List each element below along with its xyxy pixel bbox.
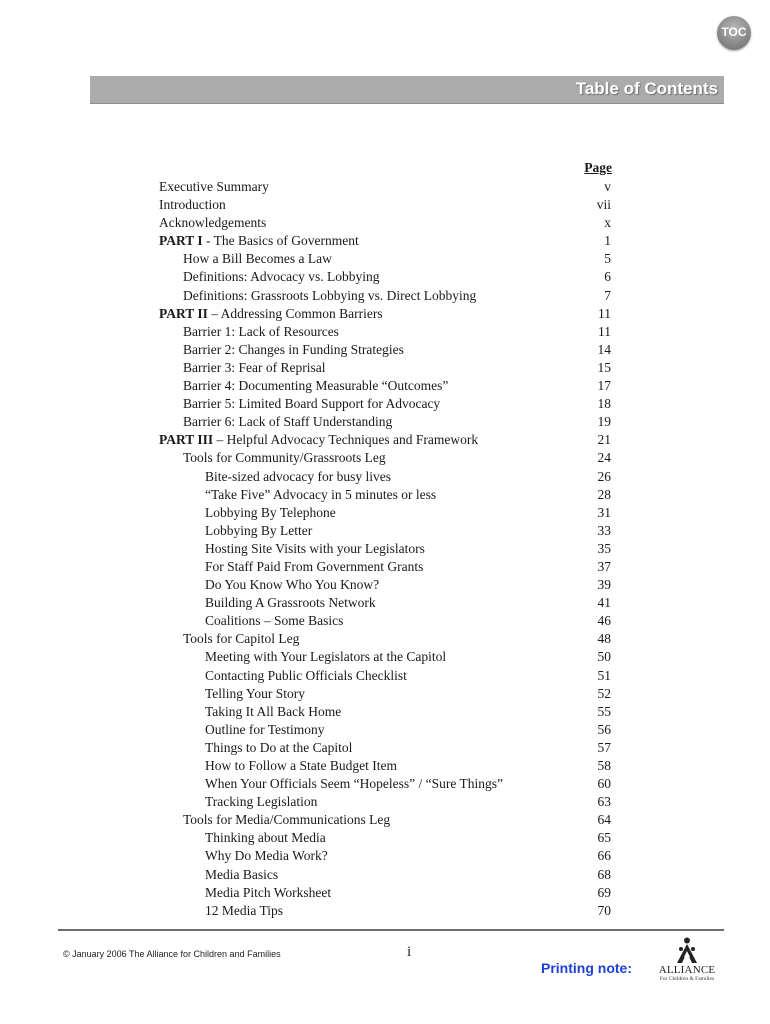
toc-entry-page: 11: [598, 305, 611, 321]
toc-entry[interactable]: [0, 268, 770, 286]
toc-entry[interactable]: [0, 359, 770, 377]
toc-entry-page: 66: [597, 848, 611, 864]
toc-entry-title: [159, 232, 359, 250]
toc-entry[interactable]: [0, 739, 770, 757]
toc-entry-text: “Take Five” Advocacy in 5 minutes or less: [205, 486, 437, 502]
toc-entry-title: [183, 341, 404, 359]
toc-entry-page: 11: [598, 323, 611, 339]
toc-entry-title: [205, 775, 503, 793]
toc-entry-text: Why Do Media Work?: [205, 848, 328, 864]
toc-entry-page: 65: [597, 830, 611, 846]
toc-entry-title: [205, 847, 328, 865]
toc-entry[interactable]: [0, 214, 770, 232]
toc-entry-page: 6: [604, 269, 611, 285]
toc-entry-page: 33: [597, 522, 611, 538]
printing-note-link[interactable]: Printing note:: [541, 960, 632, 976]
toc-entry-page: 7: [604, 287, 611, 303]
toc-entry-text: Acknowledgements: [159, 215, 267, 231]
alliance-logo: [656, 937, 718, 987]
toc-entry[interactable]: [0, 287, 770, 305]
toc-entry-text: Telling Your Story: [205, 685, 305, 701]
toc-entry-page: 70: [597, 902, 611, 918]
toc-entry[interactable]: [0, 884, 770, 902]
toc-entry-page: 55: [597, 703, 611, 719]
toc-entry-text: Do You Know Who You Know?: [205, 577, 380, 593]
alliance-logo-icon: [674, 937, 700, 965]
toc-entry-title: [205, 757, 397, 775]
toc-entry[interactable]: [0, 413, 770, 431]
toc-entry[interactable]: [0, 540, 770, 558]
toc-entry-text: Definitions: Advocacy vs. Lobbying: [183, 269, 380, 285]
toc-entry[interactable]: [0, 775, 770, 793]
toc-entry[interactable]: [0, 558, 770, 576]
toc-badge-button[interactable]: [717, 16, 751, 50]
toc-entry[interactable]: [0, 721, 770, 739]
footer-divider: [58, 929, 724, 931]
toc-entry-title: [183, 359, 325, 377]
toc-entry-page: 57: [597, 739, 611, 755]
toc-entry[interactable]: [0, 449, 770, 467]
toc-entry-title: [205, 793, 317, 811]
toc-entry-text: Tools for Community/Grassroots Leg: [183, 450, 386, 466]
toc-entry[interactable]: [0, 685, 770, 703]
toc-entry-title: [183, 287, 476, 305]
toc-entry-title: [183, 811, 390, 829]
toc-entry-page: 35: [597, 540, 611, 556]
toc-entry-text: Bite-sized advocacy for busy lives: [205, 468, 391, 484]
toc-entry-page: 19: [597, 414, 611, 430]
toc-entry[interactable]: [0, 648, 770, 666]
toc-entry-page: 39: [597, 577, 611, 593]
toc-entry-title: [205, 648, 446, 666]
toc-entry-title: [159, 196, 226, 214]
toc-entry-page: 52: [597, 685, 611, 701]
alliance-logo-name: ALLIANCE: [658, 964, 716, 976]
toc-entry-title: [205, 667, 407, 685]
toc-part-label: PART III: [159, 432, 214, 448]
toc-entry-page: 18: [597, 396, 611, 412]
toc-badge-label: TOC: [721, 25, 747, 39]
toc-entry[interactable]: [0, 431, 770, 449]
toc-entry-text: When Your Officials Seem “Hopeless” / “Sure Things”: [205, 776, 503, 792]
toc-entry-text: Introduction: [159, 197, 226, 213]
toc-entry-text: Thinking about Media: [205, 830, 326, 846]
toc-part-label: PART I: [159, 233, 203, 249]
toc-entry[interactable]: [0, 630, 770, 648]
toc-entry-text: Media Pitch Worksheet: [205, 884, 332, 900]
copyright-text: © January 2006 The Alliance for Children and Families: [63, 949, 281, 959]
toc-entry[interactable]: [0, 196, 770, 214]
toc-entry-text: Contacting Public Officials Checklist: [205, 667, 407, 683]
alliance-logo-subtitle: For Children & Families: [659, 976, 715, 982]
toc-part-label: PART II: [159, 305, 208, 321]
toc-entry[interactable]: [0, 522, 770, 540]
toc-entry-title: [205, 829, 326, 847]
toc-entry-text: Barrier 4: Documenting Measurable “Outcomes”: [183, 378, 449, 394]
toc-entry-text: Taking It All Back Home: [205, 703, 342, 719]
toc-entry[interactable]: [0, 866, 770, 884]
toc-entry-page: 64: [597, 812, 611, 828]
toc-entry-page: 24: [597, 450, 611, 466]
toc-entry-text: Meeting with Your Legislators at the Capitol: [205, 649, 447, 665]
toc-entry-page: vii: [596, 197, 611, 213]
toc-entry-title: [205, 612, 343, 630]
toc-entry-title: [205, 739, 352, 757]
toc-entry-text: Tools for Media/Communications Leg: [183, 812, 391, 828]
toc-entry-title: [183, 449, 386, 467]
toc-entry-title: [183, 395, 440, 413]
toc-entry-text: Media Basics: [205, 866, 279, 882]
toc-entry-title: [205, 703, 341, 721]
toc-entry-title: [183, 250, 332, 268]
toc-entry-page: 1: [604, 233, 611, 249]
page-column-header: Page: [584, 160, 612, 175]
toc-entry-text: Barrier 6: Lack of Staff Understanding: [183, 414, 393, 430]
toc-entry[interactable]: [0, 504, 770, 522]
toc-entry-page: 63: [597, 794, 611, 810]
toc-entry-text: How to Follow a State Budget Item: [205, 758, 397, 773]
toc-entry-page: 50: [597, 649, 611, 665]
toc-entry-text: 12 Media Tips: [205, 902, 284, 918]
toc-entry[interactable]: [0, 703, 770, 721]
toc-entry-title: [205, 558, 423, 576]
toc-entry-page: 69: [597, 884, 611, 900]
toc-entry-text: Things to Do at the Capitol: [205, 739, 353, 755]
toc-entry[interactable]: [0, 811, 770, 829]
toc-entry[interactable]: [0, 829, 770, 847]
toc-entry-text: Barrier 2: Changes in Funding Strategies: [183, 341, 404, 357]
toc-entry-page: 46: [597, 613, 611, 629]
toc-entry[interactable]: [0, 486, 770, 504]
toc-entry[interactable]: [0, 576, 770, 594]
toc-entry-text: - The Basics of Government: [202, 233, 359, 249]
toc-entry-page: 26: [597, 468, 611, 484]
toc-entry-title: [205, 902, 283, 920]
toc-entry[interactable]: [0, 377, 770, 395]
toc-entry[interactable]: [0, 847, 770, 865]
toc-entry-page: 41: [597, 595, 611, 611]
toc-entry-title: [159, 431, 478, 449]
toc-entry[interactable]: [0, 667, 770, 685]
toc-entry[interactable]: [0, 594, 770, 612]
toc-entry-title: [183, 268, 379, 286]
toc-entry[interactable]: [0, 323, 770, 341]
toc-entry-text: Barrier 1: Lack of Resources: [183, 323, 339, 339]
toc-entry[interactable]: [0, 612, 770, 630]
toc-entry-title: [205, 721, 325, 739]
toc-entry-page: 37: [597, 558, 611, 574]
toc-entry-page: 17: [597, 378, 611, 394]
toc-entry-text: How a Bill Becomes a Law: [183, 251, 332, 267]
toc-entry[interactable]: [0, 793, 770, 811]
toc-entry-title: [205, 576, 379, 594]
toc-entry-text: – Addressing Common Barriers: [207, 305, 383, 321]
toc-entry-title: [159, 305, 383, 323]
toc-entry-text: Barrier 3: Fear of Reprisal: [183, 359, 326, 375]
toc-entry-title: [205, 486, 436, 504]
toc-entry-text: Barrier 5: Limited Board Support for Advocacy: [183, 396, 441, 412]
toc-entry-text: Coalitions – Some Basics: [205, 613, 344, 629]
toc-entry-page: v: [604, 179, 611, 194]
toc-entry-page: 58: [597, 758, 611, 773]
toc-entry-title: [183, 413, 392, 431]
toc-list: [0, 178, 770, 920]
toc-entry-page: x: [604, 215, 611, 231]
toc-entry-title: [159, 178, 269, 196]
page-number: i: [407, 944, 412, 960]
toc-entry-text: For Staff Paid From Government Grants: [205, 558, 424, 574]
toc-entry-text: Definitions: Grassroots Lobbying vs. Direct Lobbying: [183, 287, 477, 303]
toc-entry-page: 68: [597, 866, 611, 882]
title-bar: [90, 76, 724, 104]
toc-entry-title: [183, 323, 339, 341]
page-title: Table of Contents: [575, 79, 718, 98]
toc-entry-text: Building A Grassroots Network: [205, 595, 376, 611]
toc-entry-title: [205, 504, 336, 522]
toc-entry[interactable]: [0, 395, 770, 413]
toc-entry-page: 60: [597, 776, 611, 792]
toc-entry-title: [205, 685, 305, 703]
toc-entry-page: 28: [597, 486, 611, 502]
toc-entry-title: [183, 630, 299, 648]
toc-entry-page: 5: [604, 251, 611, 267]
toc-entry[interactable]: [0, 902, 770, 920]
toc-entry-page: 48: [597, 631, 611, 647]
toc-entry-title: [205, 522, 312, 540]
toc-entry-text: Executive Summary: [159, 179, 269, 194]
toc-entry[interactable]: [0, 341, 770, 359]
toc-entry[interactable]: [0, 468, 770, 486]
toc-entry-text: Hosting Site Visits with your Legislators: [205, 540, 425, 556]
toc-entry-title: [205, 468, 391, 486]
toc-entry[interactable]: [0, 757, 770, 775]
toc-entry-text: Tools for Capitol Leg: [183, 631, 300, 647]
toc-entry-title: [205, 540, 425, 558]
toc-entry-text: Lobbying By Letter: [205, 522, 313, 538]
toc-entry-page: 21: [597, 432, 611, 448]
toc-entry[interactable]: [0, 305, 770, 323]
toc-entry[interactable]: [0, 232, 770, 250]
toc-entry-text: Lobbying By Telephone: [205, 504, 336, 520]
toc-entry-page: 51: [597, 667, 611, 683]
toc-entry[interactable]: [0, 250, 770, 268]
toc-entry-title: [205, 884, 331, 902]
toc-entry[interactable]: [0, 178, 770, 196]
toc-entry-page: 15: [597, 359, 611, 375]
toc-entry-text: Tracking Legislation: [205, 794, 318, 810]
toc-entry-title: [159, 214, 266, 232]
toc-entry-page: 14: [597, 341, 611, 357]
toc-entry-title: [183, 377, 448, 395]
toc-entry-text: Outline for Testimony: [205, 721, 325, 737]
toc-entry-page: 56: [597, 721, 611, 737]
toc-entry-text: – Helpful Advocacy Techniques and Framework: [213, 432, 479, 448]
toc-entry-title: [205, 594, 376, 612]
toc-entry-page: 31: [597, 504, 611, 520]
toc-entry-title: [205, 866, 278, 884]
